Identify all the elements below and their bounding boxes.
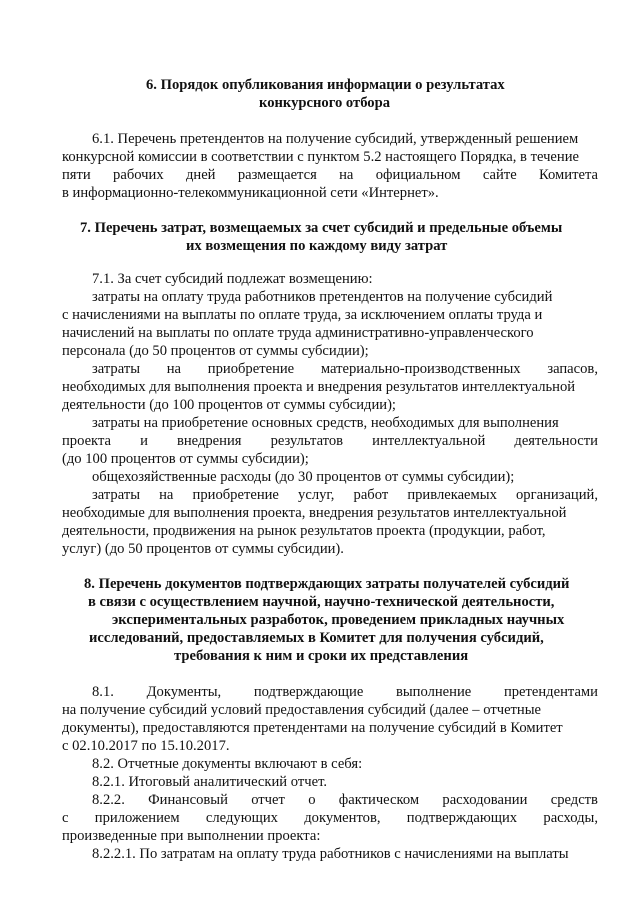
word: средств <box>550 792 598 808</box>
section-7-line: деятельности, продвижения на рынок результатов проекта (продукции, работ, <box>62 523 546 539</box>
section-6-paragraph-line: в информационно-телекоммуникационной сети «Интернет». <box>62 185 439 201</box>
word: проекта <box>62 433 111 449</box>
section-8-line: произведенные при выполнении проекта: <box>62 828 321 844</box>
word: рабочих <box>113 167 164 183</box>
section-7-line: (до 100 процентов от суммы субсидии); <box>62 451 309 467</box>
section-6-heading-line-2: конкурсного отбора <box>259 95 391 111</box>
section-7-line: общехозяйственные расходы (до 30 процентов от суммы субсидии); <box>92 469 515 485</box>
section-8-line: с 02.10.2017 по 15.10.2017. <box>62 738 230 754</box>
word: размещается <box>237 167 317 183</box>
word: выполнение <box>395 684 472 700</box>
word: интеллектуальной <box>372 433 486 449</box>
word: 8.1. <box>92 684 114 700</box>
word: организаций, <box>516 487 598 503</box>
word: затраты <box>92 487 140 503</box>
section-8-line <box>62 809 598 827</box>
section-8-heading-line-3: экспериментальных разработок, проведением прикладных научных <box>112 612 565 628</box>
word: следующих <box>205 810 278 826</box>
section-7-line: услуг) (до 50 процентов от суммы субсидии). <box>62 541 344 557</box>
word: подтверждающих <box>406 810 518 826</box>
word: привлекаемых <box>407 487 497 503</box>
word: документов, <box>304 810 381 826</box>
word: приобретение <box>207 361 295 377</box>
word: на <box>166 361 182 377</box>
section-7-line: начислений на выплаты по оплате труда административно-управленческого <box>62 325 534 341</box>
word: дней <box>185 167 216 183</box>
word: работ <box>353 487 389 503</box>
section-7-line: затраты на приобретение основных средств, необходимых для выполнения <box>92 415 559 431</box>
section-7-line <box>92 486 598 504</box>
section-6-paragraph-line: конкурсной комиссии в соответствии с пунктом 5.2 настоящего Порядка, в течение <box>62 149 580 165</box>
word: отчет <box>251 792 285 808</box>
section-7-line: деятельности (до 100 процентов от суммы субсидии); <box>62 397 396 413</box>
word: запасов, <box>547 361 598 377</box>
word: внедрения <box>176 433 242 449</box>
section-7-line <box>92 360 598 378</box>
word: на <box>159 487 174 503</box>
word: Комитета <box>539 167 598 183</box>
word: на <box>339 167 354 183</box>
section-8-line: 8.2. Отчетные документы включают в себя: <box>92 756 363 772</box>
section-7-line: 7.1. За счет субсидий подлежат возмещению: <box>92 271 373 287</box>
word: сайте <box>482 167 517 183</box>
section-7-line: с начислениями на выплаты по оплате труда, за исключением оплаты труда и <box>62 307 543 323</box>
word: Документы, <box>146 684 222 700</box>
word: деятельности <box>514 433 598 449</box>
section-7-line: необходимые для выполнения проекта, внедрения результатов интеллектуальной <box>62 505 567 521</box>
section-8-line: 8.2.1. Итоговый аналитический отчет. <box>92 774 327 790</box>
section-6-paragraph-line: 6.1. Перечень претендентов на получение субсидий, утвержденный решением <box>92 131 579 147</box>
word: приобретение <box>192 487 279 503</box>
word: пяти <box>62 167 91 183</box>
section-8-line: на получение субсидий условий предоставления субсидий (далее – отчетные <box>62 702 542 718</box>
word: расходы, <box>543 810 598 826</box>
section-8-line: 8.2.2.1. По затратам на оплату труда работников с начислениями на выплаты <box>92 846 569 862</box>
section-8-heading-line-4: исследований, предоставляемых в Комитет для получения субсидий, <box>89 630 544 646</box>
word: приложением <box>94 810 180 826</box>
word: расходовании <box>442 792 528 808</box>
word: 8.2.2. <box>92 792 125 808</box>
section-7-line: затраты на оплату труда работников претендентов на получение субсидий <box>92 289 553 305</box>
word: о <box>308 792 316 808</box>
section-7-heading-line-2: их возмещения по каждому виду затрат <box>186 238 448 254</box>
word: Финансовый <box>148 792 228 808</box>
word: затраты <box>92 361 140 377</box>
section-8-heading-line-2: в связи с осуществлением научной, научно-технической деятельности, <box>88 594 555 610</box>
section-8-line: документы), предоставляются претендентами на получение субсидий в Комитет <box>62 720 563 736</box>
section-6-paragraph-line <box>62 166 598 184</box>
section-7-line: необходимых для выполнения проекта и внедрения результатов интеллектуальной <box>62 379 576 395</box>
section-8-line <box>92 791 598 809</box>
word: претендентами <box>503 684 598 700</box>
word: официальном <box>375 167 461 183</box>
section-8-heading-line-5: требования к ним и сроки их представления <box>174 648 469 664</box>
section-7-heading-line-1: 7. Перечень затрат, возмещаемых за счет субсидий и предельные объемы <box>80 220 563 236</box>
word: с <box>62 810 69 826</box>
section-6-heading-line-1: 6. Порядок опубликования информации о результатах <box>146 77 505 93</box>
section-8-line <box>92 683 598 701</box>
word: материально-производственных <box>320 361 521 377</box>
section-8-heading-line-1: 8. Перечень документов подтверждающих затраты получателей субсидий <box>84 576 570 592</box>
word: подтверждающие <box>253 684 364 700</box>
section-7-line <box>62 432 598 450</box>
section-7-line: персонала (до 50 процентов от суммы субсидии); <box>62 343 369 359</box>
word: услуг, <box>298 487 335 503</box>
word: и <box>140 433 148 449</box>
word: фактическом <box>338 792 420 808</box>
word: результатов <box>270 433 344 449</box>
